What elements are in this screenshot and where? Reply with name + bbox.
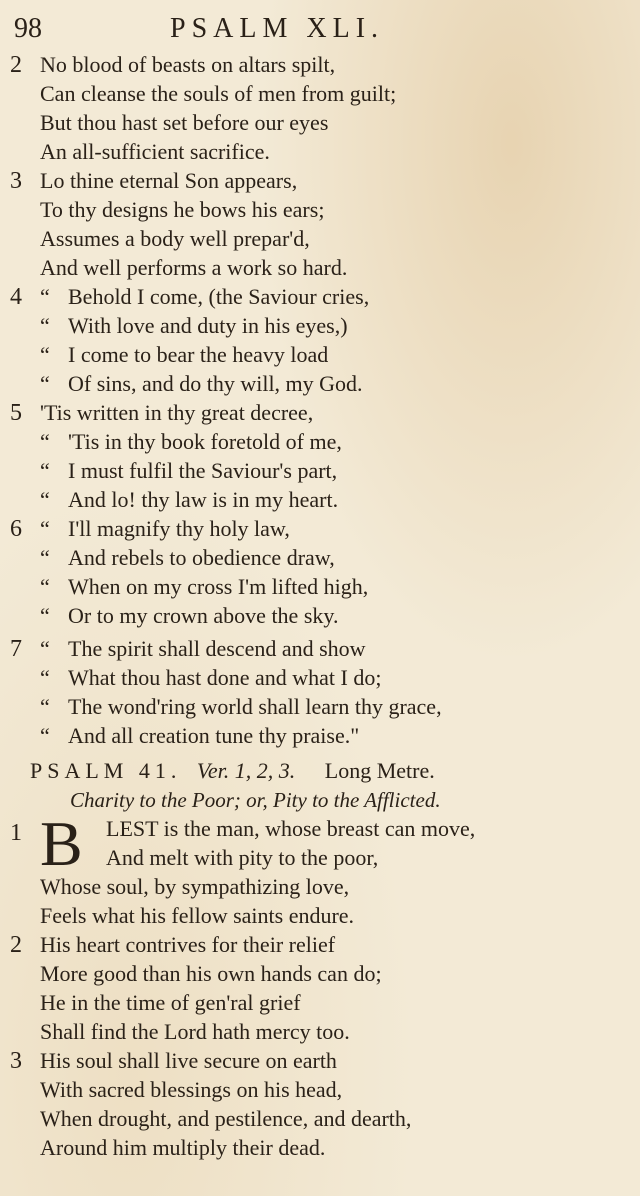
verse-line: And melt with pity to the poor, [106, 845, 379, 870]
verse-line: He in the time of gen'ral grief [40, 990, 301, 1015]
quote-mark: “ [40, 458, 50, 483]
verse-line: The spirit shall descend and show [68, 636, 366, 661]
verse-line: 'Tis written in thy great decree, [40, 400, 314, 425]
verse-line: 'Tis in thy book foretold of me, [68, 429, 342, 454]
psalm-verses: Ver. 1, 2, 3. [196, 758, 296, 783]
verse-line: Around him multiply their dead. [40, 1135, 326, 1160]
verse-line: An all-sufficient sacrifice. [40, 139, 270, 164]
verse-line: Assumes a body well prepar'd, [40, 226, 310, 251]
quote-mark: “ [40, 665, 50, 690]
verse-line: When drought, and pestilence, and dearth, [40, 1106, 412, 1131]
verse-line: Shall find the Lord hath mercy too. [40, 1019, 350, 1044]
verse-line: To thy designs he bows his ears; [40, 197, 325, 222]
stanza-3 [10, 166, 610, 282]
verse-line: And rebels to obedience draw, [68, 545, 335, 570]
verse-line: I come to bear the heavy load [68, 342, 329, 367]
quote-mark: “ [40, 487, 50, 512]
psalm-title: PSALM 41. [30, 758, 182, 783]
running-head: PSALM XLI. [170, 13, 385, 44]
psalm-subtitle: Charity to the Poor; or, Pity to the Afflicted. [70, 788, 441, 812]
page-header [10, 12, 630, 46]
stanza-number: 5 [10, 400, 22, 426]
page-number: 98 [14, 13, 42, 44]
stanza-2 [10, 50, 610, 166]
stanza-number: 1 [10, 820, 22, 846]
quote-mark: “ [40, 284, 50, 309]
verse-line: When on my cross I'm lifted high, [68, 574, 369, 599]
verse-line: Behold I come, (the Saviour cries, [68, 284, 370, 309]
stanza-number: 3 [10, 1048, 22, 1074]
verse-line: No blood of beasts on altars spilt, [40, 52, 336, 77]
verse-line: Of sins, and do thy will, my God. [68, 371, 363, 396]
psalm-heading [30, 756, 620, 786]
quote-mark: “ [40, 516, 50, 541]
verse-line: Lo thine eternal Son appears, [40, 168, 298, 193]
stanza-b-2 [10, 930, 610, 1046]
verse-line: Can cleanse the souls of men from guilt; [40, 81, 397, 106]
stanza-number: 4 [10, 284, 22, 310]
drop-cap: B [40, 808, 83, 879]
stanza-7 [10, 634, 610, 750]
verse-line: Or to my crown above the sky. [68, 603, 339, 628]
verse-line: Whose soul, by sympathizing love, [40, 874, 350, 899]
stanza-b-1 [10, 808, 620, 928]
verse-line: With love and duty in his eyes,) [68, 313, 348, 338]
verse-line: I'll magnify thy holy law, [68, 516, 290, 541]
quote-mark: “ [40, 603, 50, 628]
quote-mark: “ [40, 694, 50, 719]
verse-line: The wond'ring world shall learn thy grace, [68, 694, 442, 719]
quote-mark: “ [40, 429, 50, 454]
verse-line: His soul shall live secure on earth [40, 1048, 337, 1073]
verse-line: What thou hast done and what I do; [68, 665, 382, 690]
stanza-number: 3 [10, 168, 22, 194]
stanza-6 [10, 514, 610, 630]
verse-line: And lo! thy law is in my heart. [68, 487, 339, 512]
stanza-number: 6 [10, 516, 22, 542]
verse-line: Feels what his fellow saints endure. [40, 903, 355, 928]
stanza-4 [10, 282, 610, 398]
verse-line: But thou hast set before our eyes [40, 110, 329, 135]
verse-line: More good than his own hands can do; [40, 961, 382, 986]
quote-mark: “ [40, 723, 50, 748]
stanza-number: 2 [10, 52, 22, 78]
stanza-number: 7 [10, 636, 22, 662]
verse-line: I must fulfil the Saviour's part, [68, 458, 338, 483]
verse-line: And well performs a work so hard. [40, 255, 348, 280]
verse-line: LEST is the man, whose breast can move, [106, 816, 476, 841]
quote-mark: “ [40, 342, 50, 367]
psalm-metre: Long Metre. [324, 758, 435, 783]
quote-mark: “ [40, 636, 50, 661]
stanza-number: 2 [10, 932, 22, 958]
verse-line: With sacred blessings on his head, [40, 1077, 343, 1102]
quote-mark: “ [40, 371, 50, 396]
quote-mark: “ [40, 574, 50, 599]
quote-mark: “ [40, 313, 50, 338]
verse-line: And all creation tune thy praise." [68, 723, 360, 748]
quote-mark: “ [40, 545, 50, 570]
stanza-b-3 [10, 1046, 610, 1162]
stanza-5 [10, 398, 610, 514]
verse-line: His heart contrives for their relief [40, 932, 336, 957]
